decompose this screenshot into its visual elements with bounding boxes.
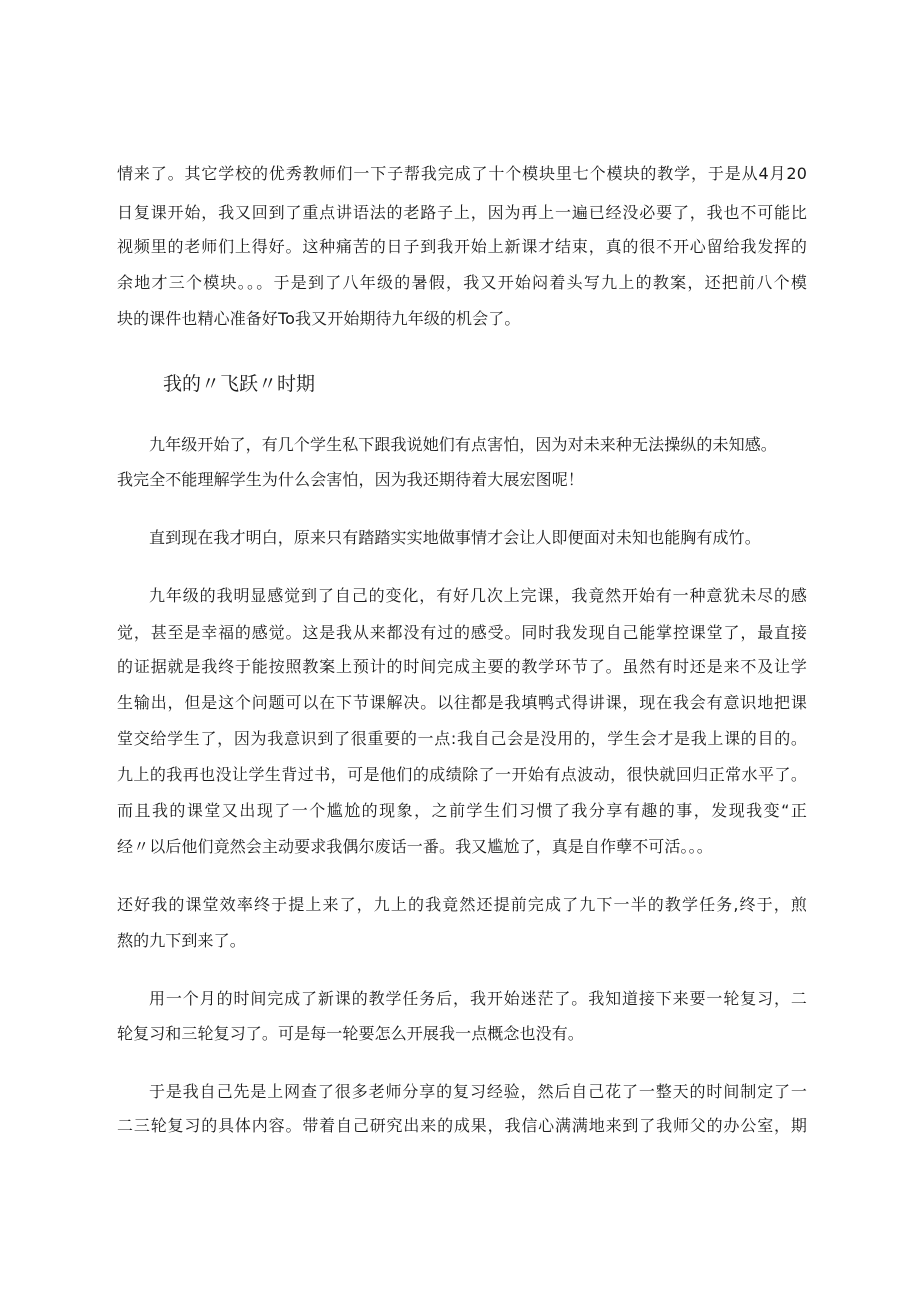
text-line: 于是我自己先是上网查了很多老师分享的复习经验，然后自己花了一整天的时间制定了一 bbox=[149, 1082, 807, 1101]
text-line: 堂交给学生了，因为我意识到了很重要的一点:我自己会是没用的，学生会才是我上课的目的。 bbox=[117, 729, 807, 748]
text-line: 熬的九下到来了。 bbox=[117, 931, 246, 950]
section-heading: 我的〃飞跃〃时期 bbox=[163, 373, 316, 395]
text-line: 情来了。其它学校的优秀教师们一下子帮我完成了十个模块里七个模块的教学，于是从4月20 bbox=[117, 164, 807, 183]
text-line: 二三轮复习的具体内容。带着自己研究出来的成果，我信心满满地来到了我师父的办公室，期 bbox=[117, 1116, 807, 1135]
text-line: 轮复习和三轮复习了。可是每一轮要怎么开展我一点概念也没有。 bbox=[117, 1024, 584, 1043]
text-line: 九年级的我明显感觉到了自己的变化，有好几次上完课，我竟然开始有一种意犹未尽的感 bbox=[149, 586, 807, 605]
text-line: 觉，甚至是幸福的感觉。这是我从来都没有过的感受。同时我发现自己能掌控课堂了，最直接 bbox=[117, 623, 807, 642]
text-line: 余地才三个模块。。。于是到了八年级的暑假，我又开始闷着头写九上的教案，还把前八个模 bbox=[117, 273, 807, 292]
text-line: 日复课开始，我又回到了重点讲语法的老路子上，因为再上一遍已经没必要了，我也不可能比 bbox=[117, 203, 807, 222]
text-line: 视频里的老师们上得好。这种痛苦的日子到我开始上新课才结束，真的很不开心留给我发挥的 bbox=[117, 237, 807, 256]
text-line: 九上的我再也没让学生背过书，可是他们的成绩除了一开始有点波动，很快就回归正常水平了。 bbox=[117, 765, 807, 784]
text-line: 我完全不能理解学生为什么会害怕，因为我还期待着大展宏图呢！ bbox=[117, 470, 584, 489]
text-line: 生输出，但是这个问题可以在下节课解决。以往都是我填鸭式得讲课，现在我会有意识地把课 bbox=[117, 693, 807, 712]
text-line: 的证据就是我终于能按照教案上预计的时间完成主要的教学环节了。虽然有时还是来不及让学 bbox=[117, 657, 807, 676]
text-line: 块的课件也精心准备好To我又开始期待九年级的机会了。 bbox=[117, 309, 521, 328]
text-line: 而且我的课堂又出现了一个尴尬的现象，之前学生们习惯了我分享有趣的事，发现我变“正 bbox=[117, 801, 807, 820]
text-line: 九年级开始了，有几个学生私下跟我说她们有点害怕，因为对未来种无法操纵的未知感。 bbox=[149, 435, 777, 454]
text-line: 用一个月的时间完成了新课的教学任务后，我开始迷茫了。我知道接下来要一轮复习，二 bbox=[149, 989, 807, 1008]
text-line: 经〃以后他们竟然会主动要求我偶尔废话一番。我又尴尬了，真是自作孽不可活。。。 bbox=[117, 837, 713, 856]
text-line: 还好我的课堂效率终于提上来了，九上的我竟然还提前完成了九下一半的教学任务,终于，煎 bbox=[117, 895, 807, 914]
text-line: 直到现在我才明白，原来只有踏踏实实地做事情才会让人即便面对未知也能胸有成竹。 bbox=[149, 528, 761, 547]
